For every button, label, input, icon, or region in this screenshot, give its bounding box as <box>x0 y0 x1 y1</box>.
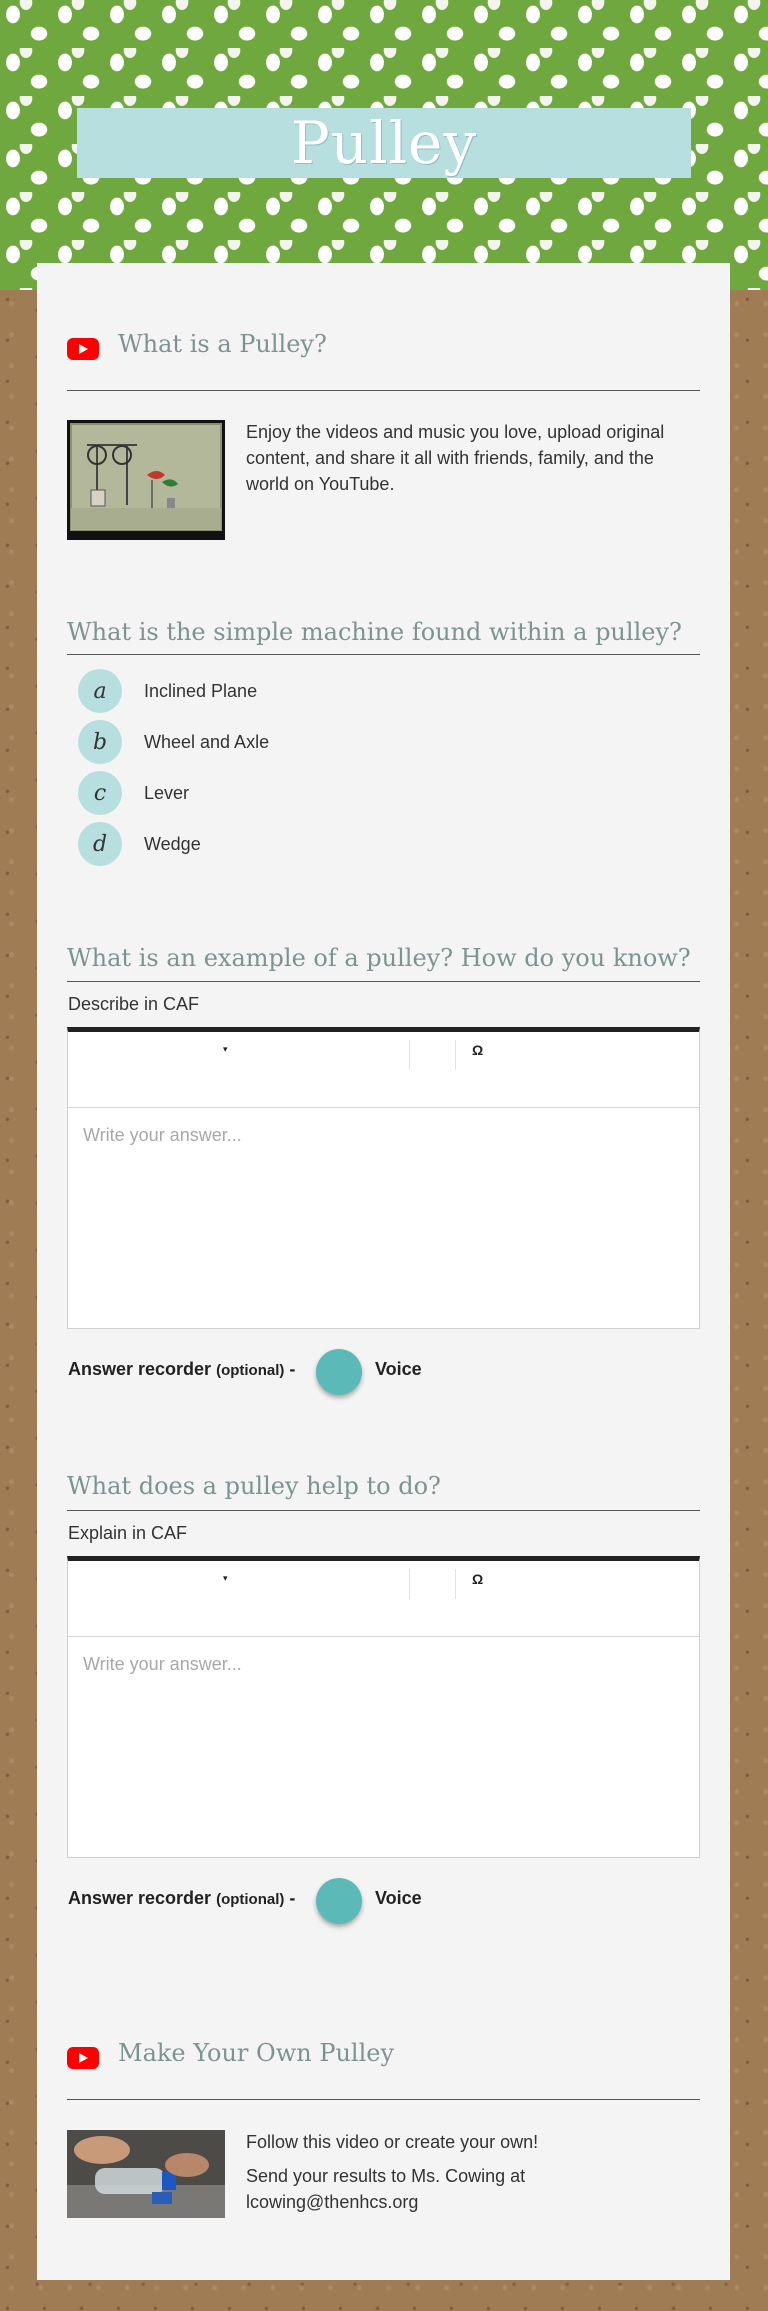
divider <box>67 981 700 982</box>
choice-b-badge[interactable]: b <box>78 720 122 764</box>
question3-editor <box>67 1556 700 1858</box>
section-title-what-is-pulley: What is a Pulley? <box>118 330 327 358</box>
choice-a-badge[interactable]: a <box>78 669 122 713</box>
divider <box>67 1510 700 1511</box>
editor-toolbar <box>68 1032 699 1108</box>
toolbar-separator <box>455 1040 456 1070</box>
question2-instruction: Describe in CAF <box>68 994 200 1014</box>
choice-a-label[interactable]: Inclined Plane <box>144 681 258 701</box>
title-box <box>77 108 691 178</box>
divider <box>67 654 700 655</box>
video-thumbnail[interactable] <box>67 420 225 540</box>
answer-recorder-label: Answer recorder (optional) - <box>68 1359 296 1379</box>
choice-c-badge[interactable]: c <box>78 771 122 815</box>
question2-editor <box>67 1027 700 1329</box>
make-pulley-line2: Send your results to Ms. Cowing at lcowing@thenhcs.org <box>246 2166 526 2212</box>
divider <box>67 2099 700 2100</box>
voice-label: Voice <box>375 1359 422 1379</box>
omega-symbol-icon[interactable]: Ω <box>472 1042 484 1058</box>
page-title: Pulley <box>290 109 478 177</box>
section-title-make-your-own: Make Your Own Pulley <box>118 2039 395 2067</box>
dropdown-caret-icon[interactable]: ▾ <box>223 1573 228 1583</box>
youtube-icon <box>67 2047 99 2069</box>
microphone-record-icon[interactable] <box>316 1349 362 1395</box>
question2-answer-input[interactable] <box>68 1109 699 1327</box>
voice-label: Voice <box>375 1888 422 1908</box>
question1-title: What is the simple machine found within a pulley? <box>67 618 682 646</box>
question3-title: What does a pulley help to do? <box>67 1472 441 1500</box>
choice-b-label[interactable]: Wheel and Axle <box>144 732 270 752</box>
choice-c-label[interactable]: Lever <box>144 783 190 803</box>
make-pulley-line1: Follow this video or create your own! <box>246 2132 539 2152</box>
toolbar-separator <box>455 1569 456 1599</box>
answer-recorder-label: Answer recorder (optional) - <box>68 1888 296 1908</box>
question3-answer-input[interactable] <box>68 1638 699 1856</box>
dropdown-caret-icon[interactable]: ▾ <box>223 1044 228 1054</box>
video-description: Enjoy the videos and music you love, upload original content, and share it all with friends, family, and the world on YouTube. <box>246 422 665 494</box>
divider <box>67 390 700 391</box>
question2-title: What is an example of a pulley? How do you know? <box>67 944 691 972</box>
choice-d-badge[interactable]: d <box>78 822 122 866</box>
choice-d-label[interactable]: Wedge <box>144 834 201 854</box>
video-thumbnail[interactable] <box>67 2130 225 2218</box>
toolbar-separator <box>409 1040 410 1070</box>
content-card <box>37 263 730 2280</box>
question3-instruction: Explain in CAF <box>68 1523 188 1543</box>
omega-symbol-icon[interactable]: Ω <box>472 1571 484 1587</box>
youtube-icon <box>67 338 99 360</box>
toolbar-separator <box>409 1569 410 1599</box>
microphone-record-icon[interactable] <box>316 1878 362 1924</box>
editor-toolbar <box>68 1561 699 1637</box>
